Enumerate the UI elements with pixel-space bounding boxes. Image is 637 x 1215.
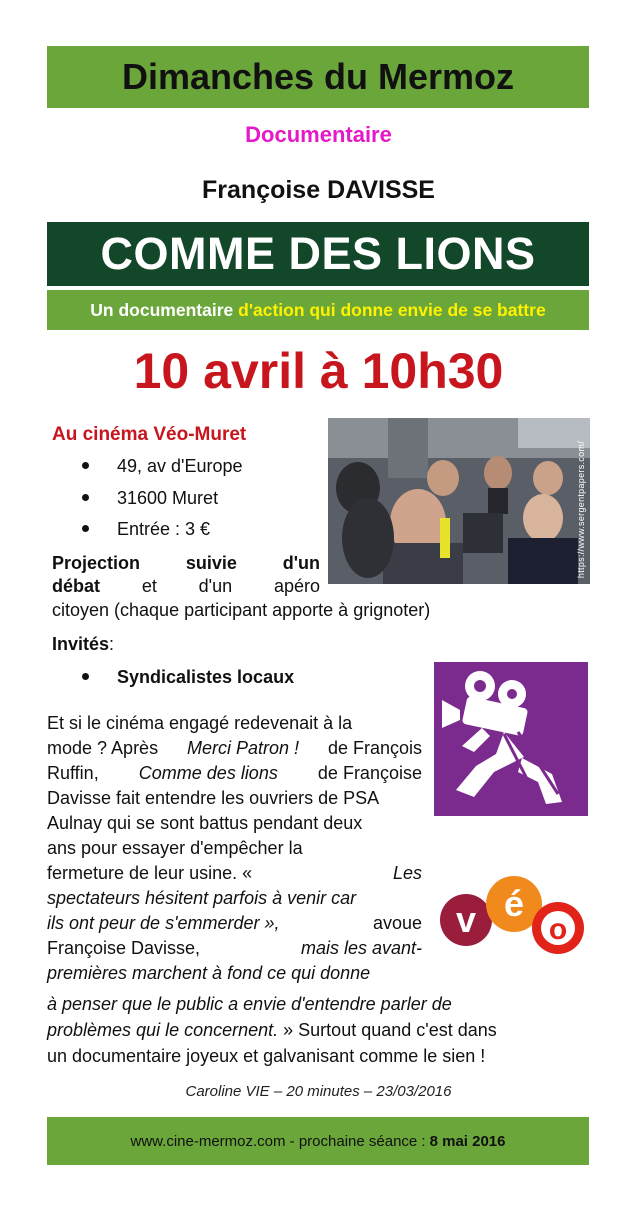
director-name: Françoise DAVISSE	[202, 176, 435, 204]
venue-title: Au cinéma Véo-Muret	[52, 424, 247, 445]
article-line	[47, 913, 422, 934]
bullet-icon	[82, 525, 89, 532]
article-fragment: avoue	[372, 913, 422, 933]
bullet-icon	[82, 462, 89, 469]
projection-line-2	[52, 576, 320, 597]
article-fragment: de Françoise	[317, 763, 422, 783]
article-fragment: fermeture de leur usine. «	[47, 863, 253, 883]
film-title: COMME DES LIONS	[100, 228, 536, 279]
projection-line-3: citoyen (chaque participant apporte à grignoter)	[52, 600, 431, 620]
venue-address-item	[82, 456, 243, 477]
article-line	[47, 938, 422, 959]
veo-logo-icon	[438, 862, 588, 966]
article-line: premières marchent à fond ce qui donne	[47, 963, 371, 983]
veo-cinema-logo	[438, 862, 588, 966]
venue-price-item	[82, 519, 210, 540]
quote-fragment: problèmes qui le concernent.	[47, 1020, 279, 1040]
venue-address: 49, av d'Europe	[117, 456, 243, 476]
article-line: spectateurs hésitent parfois à venir car	[47, 888, 357, 908]
next-screening-date: 8 mai 2016	[429, 1132, 506, 1150]
veo-letter-v: v	[455, 899, 477, 940]
guests-title: Invités	[52, 634, 110, 654]
article-line	[47, 763, 422, 784]
word: d'un	[282, 553, 320, 573]
article-line	[47, 738, 422, 759]
word: apéro	[273, 576, 320, 596]
venue-city: 31600 Muret	[117, 488, 219, 508]
film-reference: Comme des lions	[138, 763, 278, 783]
header-banner	[47, 46, 589, 108]
venue-price: Entrée : 3 €	[117, 519, 211, 539]
crowd-photo-illustration	[328, 418, 590, 584]
news-photo	[328, 418, 590, 584]
article-credit: Caroline VIE – 20 minutes – 23/03/2016	[185, 1083, 452, 1100]
word: suivie	[185, 553, 237, 573]
word: et	[141, 576, 157, 596]
tagline-part-1: Un documentaire	[90, 299, 234, 320]
quote-fragment: ils ont peur de s'emmerder »,	[47, 913, 280, 933]
guest-item	[82, 667, 294, 688]
film-title-banner	[47, 222, 589, 286]
word: débat	[52, 576, 101, 596]
article-line	[47, 863, 422, 884]
quote-fragment: mais les avant-	[300, 938, 422, 958]
guests-colon: :	[109, 634, 115, 654]
bullet-icon	[82, 494, 89, 501]
article-line: à penser que le public a envie d'entendre parler de	[47, 994, 452, 1014]
article-line: ans pour essayer d'empêcher la	[47, 838, 303, 858]
tagline-banner	[47, 290, 589, 330]
veo-letter-o: o	[548, 913, 568, 946]
article-line: Et si le cinéma engagé redevenait à la	[47, 713, 353, 733]
article-fragment: Françoise Davisse,	[47, 938, 201, 958]
screening-date: 10 avril à 10h30	[133, 343, 504, 399]
projection-line-1	[52, 553, 320, 574]
footer-banner	[47, 1117, 589, 1165]
veo-letter-e: é	[503, 883, 525, 924]
word: Projection	[52, 553, 141, 573]
word: d'un	[198, 576, 233, 596]
cinema-runner-logo	[434, 662, 588, 816]
footer-text: www.cine-mermoz.com - prochaine séance :	[130, 1132, 426, 1150]
venue-city-item	[82, 488, 218, 509]
article-fragment: de François	[327, 738, 422, 758]
quote-fragment: Les	[392, 863, 422, 883]
article-fragment: » Surtout quand c'est dans	[283, 1020, 497, 1040]
guest-name: Syndicalistes locaux	[117, 667, 295, 687]
article-line: un documentaire joyeux et galvanisant comme le sien !	[47, 1046, 486, 1066]
article-line	[47, 1020, 497, 1041]
tagline-part-2: d'action qui donne envie de se battre	[238, 299, 546, 320]
bullet-icon	[82, 673, 89, 680]
film-reference: Merci Patron !	[186, 738, 300, 758]
photo-credit: https://www.sergentpapers.com/	[576, 440, 586, 578]
guests-heading	[52, 634, 114, 655]
article-fragment: mode ? Après	[47, 738, 159, 758]
genre-label: Documentaire	[245, 122, 392, 147]
article-line: Aulnay qui se sont battus pendant deux	[47, 813, 363, 833]
page-title: Dimanches du Mermoz	[121, 56, 515, 97]
article-line: Davisse fait entendre les ouvriers de PSA	[47, 788, 380, 808]
camera-runner-icon	[434, 662, 588, 816]
article-fragment: Ruffin,	[47, 763, 99, 783]
